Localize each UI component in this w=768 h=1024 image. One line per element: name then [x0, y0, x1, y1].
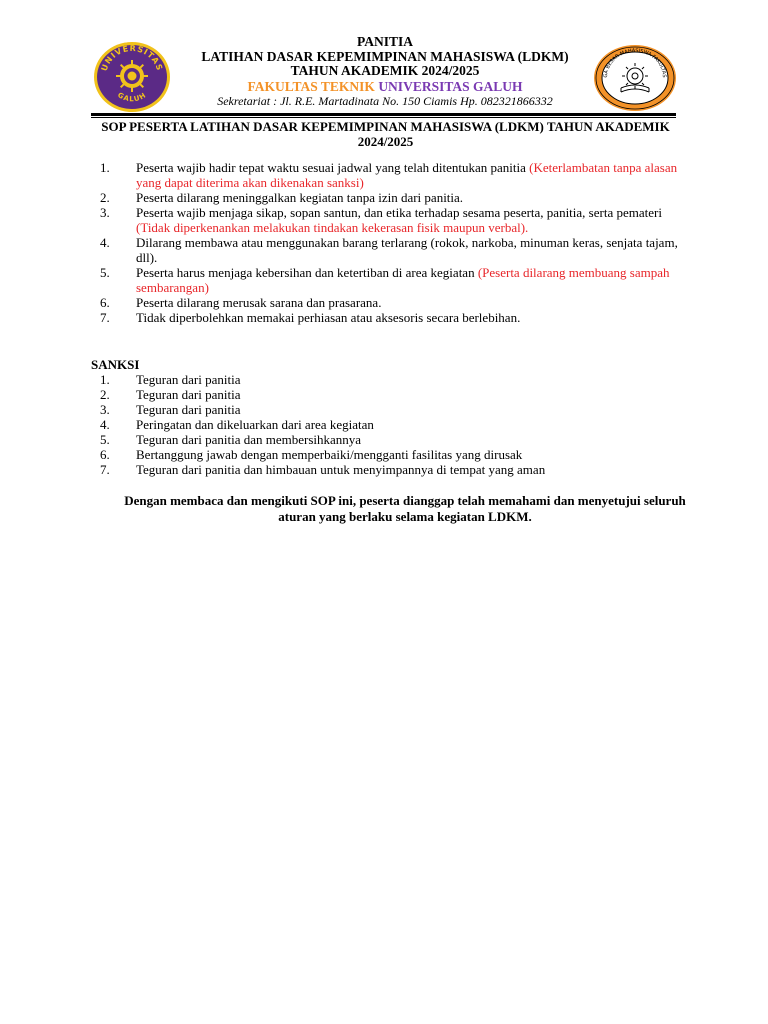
list-item: [100, 205, 685, 235]
seal-text-top: UNIVERSITAS: [99, 43, 165, 73]
rule-text: Peserta wajib menjaga sikap, sopan santun, dan etika terhadap sesama peserta, panitia, serta pemateri: [136, 205, 662, 220]
rule-text: Peserta harus menjaga kebersihan dan ketertiban di area kegiatan: [136, 265, 478, 280]
rules-list: [100, 160, 685, 325]
item-text: [136, 310, 685, 325]
item-number: 1.: [100, 372, 110, 387]
item-text: Teguran dari panitia dan membersihkannya: [136, 432, 362, 447]
committee-label: PANITIA: [356, 34, 413, 49]
closing-statement: Dengan membaca dan mengikuti SOP ini, peserta dianggap telah memahami dan menyetujui seluruh aturan yang berlaku selama kegiatan LDKM.: [124, 493, 686, 524]
item-number: 1.: [100, 160, 110, 175]
item-text: [136, 235, 685, 265]
list-item: [100, 190, 685, 205]
list-item: [100, 372, 685, 387]
item-number: 7.: [100, 310, 110, 325]
rule-note: (Keterlambatan tanpa alasan yang dapat diterima akan dikenakan sanksi): [136, 160, 678, 190]
secretariat-address: Sekretariat : Jl. R.E. Martadinata No. 150 Ciamis Hp. 082321866332: [217, 93, 553, 108]
item-number: 4.: [100, 417, 110, 432]
list-item: [100, 432, 685, 447]
seal-text-bottom: GALUH: [116, 91, 148, 104]
rule-text: Dilarang membawa atau menggunakan barang terlarang (rokok, narkoba, minuman keras, senjata tajam, dll).: [136, 235, 678, 265]
item-number: 5.: [100, 265, 110, 280]
university-label: UNIVERSITAS GALUH: [378, 78, 523, 94]
sanksi-heading: SANKSI: [91, 357, 140, 372]
rule-text: Peserta dilarang merusak sarana dan prasarana.: [136, 295, 382, 310]
rule-text: Peserta wajib hadir tepat waktu sesuai jadwal yang telah ditentukan panitia: [136, 160, 530, 175]
item-text: Teguran dari panitia: [136, 402, 241, 417]
item-text: [136, 205, 685, 235]
list-item: [100, 462, 685, 477]
list-item: [100, 447, 685, 462]
rule-note: (Tidak diperkenankan melakukan tindakan kekerasan fisik maupun verbal).: [136, 220, 529, 235]
badge-text: GA BESAR MAHASISWA FAKULTAS: [602, 47, 668, 78]
sanksi-list: [100, 372, 685, 477]
item-text: [136, 160, 685, 190]
list-item: [100, 295, 685, 310]
item-number: 6.: [100, 447, 110, 462]
university-seal-logo: [92, 41, 172, 113]
rule-note: (Peserta dilarang membuang sampah sembarangan): [136, 265, 670, 295]
list-item: [100, 310, 685, 325]
item-number: 4.: [100, 235, 110, 250]
item-text: Peringatan dan dikeluarkan dari area kegiatan: [136, 417, 374, 432]
item-number: 3.: [100, 205, 110, 220]
list-item: [100, 160, 685, 190]
item-number: 7.: [100, 462, 110, 477]
rule-text: Peserta dilarang meninggalkan kegiatan tanpa izin dari panitia.: [136, 190, 464, 205]
item-text: [136, 295, 685, 310]
item-number: 2.: [100, 387, 110, 402]
header-divider-thick: [91, 113, 676, 116]
faculty-label: FAKULTAS TEKNIK: [247, 78, 379, 94]
faculty-name: [170, 79, 600, 94]
faculty-badge-logo: [593, 44, 677, 112]
list-item: [100, 387, 685, 402]
academic-year: TAHUN AKADEMIK 2024/2025: [290, 63, 480, 78]
item-number: 5.: [100, 432, 110, 447]
item-number: 3.: [100, 402, 110, 417]
item-text: [136, 190, 685, 205]
item-text: [136, 265, 685, 295]
list-item: [100, 417, 685, 432]
item-number: 2.: [100, 190, 110, 205]
item-number: 6.: [100, 295, 110, 310]
list-item: [100, 265, 685, 295]
letterhead: [170, 35, 600, 109]
event-name: LATIHAN DASAR KEPEMIMPINAN MAHASISWA (LDKM): [201, 48, 569, 64]
document-title: SOP PESERTA LATIHAN DASAR KEPEMIMPINAN MAHASISWA (LDKM) TAHUN AKADEMIK 2024/2025: [101, 119, 670, 149]
item-text: Teguran dari panitia: [136, 387, 241, 402]
item-text: Bertanggung jawab dengan memperbaiki/mengganti fasilitas yang dirusak: [136, 447, 523, 462]
item-text: Teguran dari panitia: [136, 372, 241, 387]
header-divider-thin: [91, 117, 676, 118]
item-text: Teguran dari panitia dan himbauan untuk menyimpannya di tempat yang aman: [136, 462, 546, 477]
list-item: [100, 235, 685, 265]
list-item: [100, 402, 685, 417]
rule-text: Tidak diperbolehkan memakai perhiasan atau aksesoris secara berlebihan.: [136, 310, 521, 325]
